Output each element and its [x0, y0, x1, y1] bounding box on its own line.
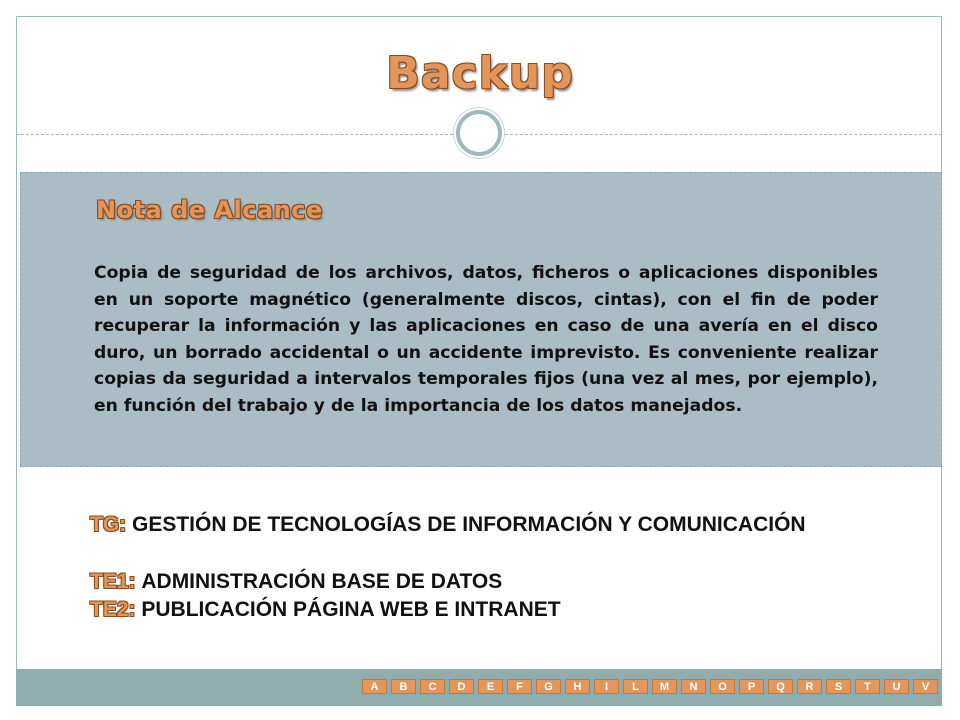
alphabet-link-i[interactable]: I [594, 679, 619, 694]
alphabet-link-h[interactable]: H [565, 679, 590, 694]
alphabet-link-o[interactable]: O [710, 679, 735, 694]
term-tg-key: TG: [90, 513, 127, 536]
alphabet-link-e[interactable]: E [478, 679, 503, 694]
page-title: Backup [386, 48, 574, 99]
alphabet-link-p[interactable]: P [739, 679, 764, 694]
term-te1 [90, 570, 502, 594]
term-te2-key: TE2: [90, 598, 136, 621]
term-tg [90, 513, 806, 537]
term-te1-value: ADMINISTRACIÓN BASE DE DATOS [141, 570, 503, 593]
alphabet-link-t[interactable]: T [855, 679, 880, 694]
alphabet-link-v[interactable]: V [913, 679, 938, 694]
alphabet-link-d[interactable]: D [449, 679, 474, 694]
alphabet-link-u[interactable]: U [884, 679, 909, 694]
ring-ornament [456, 110, 502, 156]
alphabet-link-q[interactable]: Q [768, 679, 793, 694]
term-te2 [90, 598, 561, 622]
term-te1-key: TE1: [90, 570, 136, 593]
alphabet-link-s[interactable]: S [826, 679, 851, 694]
alphabet-nav [362, 679, 938, 694]
scope-note-heading: Nota de Alcance [96, 196, 323, 224]
alphabet-link-a[interactable]: A [362, 679, 387, 694]
alphabet-link-n[interactable]: N [681, 679, 706, 694]
alphabet-link-c[interactable]: C [420, 679, 445, 694]
alphabet-link-g[interactable]: G [536, 679, 561, 694]
alphabet-link-m[interactable]: M [652, 679, 677, 694]
alphabet-link-b[interactable]: B [391, 679, 416, 694]
term-te2-value: PUBLICACIÓN PÁGINA WEB E INTRANET [141, 598, 561, 621]
alphabet-link-l[interactable]: L [623, 679, 648, 694]
alphabet-link-f[interactable]: F [507, 679, 532, 694]
scope-note-text: Copia de seguridad de los archivos, datos, ficheros o aplicaciones disponibles en un soporte magnético (generalmente discos, cintas), con el fin de poder recuperar la información y las aplicaciones en caso de una avería en el disco duro, un borrado accidental o un accidente imprevisto. Es conveniente realizar copias da seguridad a intervalos temporales fijos (una vez al mes, por ejemplo), en función del trabajo y de la importancia de los datos manejados. [94, 263, 878, 416]
alphabet-link-r[interactable]: R [797, 679, 822, 694]
term-tg-value: GESTIÓN DE TECNOLOGÍAS DE INFORMACIÓN Y COMUNICACIÓN [132, 513, 806, 536]
